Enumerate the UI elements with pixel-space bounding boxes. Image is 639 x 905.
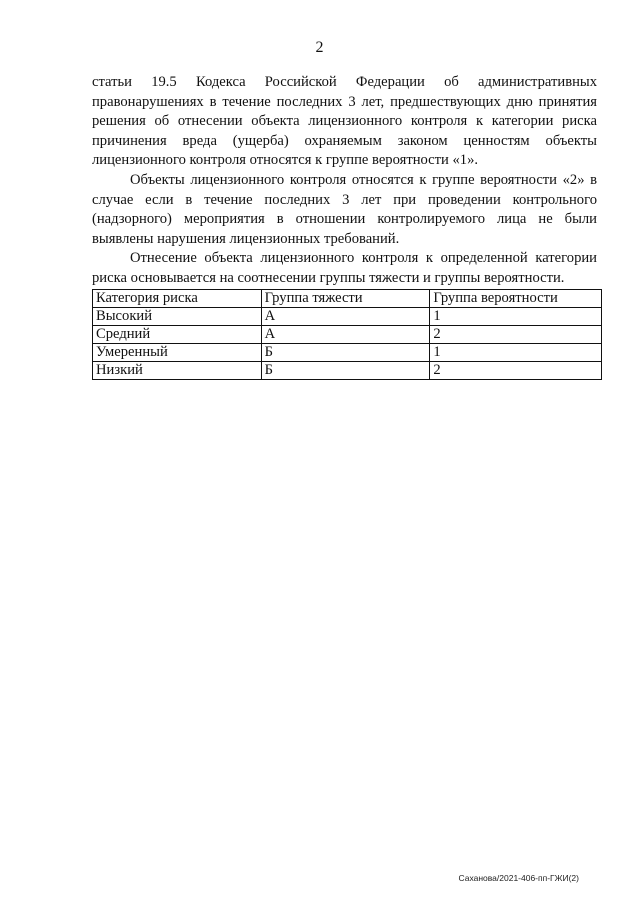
paragraph-risk-category: Отнесение объекта лицензионного контроля к определенной категории риска основывается на соотнесении группы тяжести и группы вероятности. <box>92 250 597 286</box>
document-reference: Саханова/2021-406-пп-ГЖИ(2) <box>458 873 579 883</box>
cell-severity-group: А <box>261 325 430 343</box>
cell-probability-group: 2 <box>430 325 602 343</box>
table-row <box>93 307 602 325</box>
cell-severity-group: А <box>261 307 430 325</box>
paragraph-probability-group-2: Объекты лицензионного контроля относятся к группе вероятности «2» в случае если в течение последних 3 лет при проведении контрольного (надзорного) мероприятия в отношении контролируемого лица не были выявлены нарушения лицензионных требований. <box>92 171 597 247</box>
document-body <box>92 73 597 380</box>
table-header-row <box>93 289 602 307</box>
risk-category-table <box>92 289 602 380</box>
header-risk-category: Категория риска <box>93 289 262 307</box>
cell-severity-group: Б <box>261 343 430 361</box>
cell-risk-category: Умеренный <box>93 343 262 361</box>
table-row <box>93 343 602 361</box>
table-row <box>93 325 602 343</box>
cell-risk-category: Средний <box>93 325 262 343</box>
cell-risk-category: Низкий <box>93 361 262 379</box>
paragraph-continuation: статьи 19.5 Кодекса Российской Федерации об административных правонарушениях в течение последних 3 лет, предшествующих дню принятия решения об отнесении объекта лицензионного контроля к категории риска причинения вреда (ущерба) охраняемым законом ценностям объекты лицензионного контроля относятся к группе вероятности «1». <box>92 74 597 169</box>
header-probability-group: Группа вероятности <box>430 289 602 307</box>
cell-severity-group: Б <box>261 361 430 379</box>
table-row <box>93 361 602 379</box>
page-number: 2 <box>315 39 324 56</box>
cell-probability-group: 1 <box>430 343 602 361</box>
cell-risk-category: Высокий <box>93 307 262 325</box>
header-severity-group: Группа тяжести <box>261 289 430 307</box>
cell-probability-group: 1 <box>430 307 602 325</box>
cell-probability-group: 2 <box>430 361 602 379</box>
